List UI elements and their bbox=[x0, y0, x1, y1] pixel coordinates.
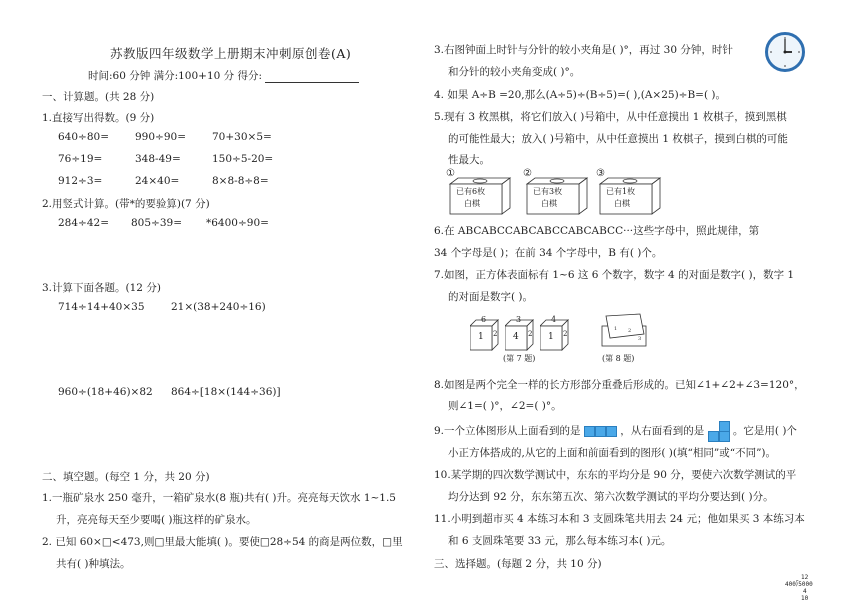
r9-line bbox=[434, 421, 797, 441]
r11-line: 和 6 支圆珠笔要 33 元，那么每本练习本( )元。 bbox=[448, 535, 672, 547]
exam-meta bbox=[88, 68, 359, 83]
division-quotient: 12 bbox=[801, 574, 809, 581]
division-step: 4 bbox=[803, 588, 807, 595]
box-number: ① bbox=[446, 168, 455, 179]
fill-1-line: 升，亮亮每天至少要喝( )瓶这样的矿泉水。 bbox=[56, 514, 257, 526]
clock-icon bbox=[765, 32, 805, 72]
r4-line: 4. 如果 A÷B =20,那么(A÷5)÷(B÷5)=( ),(A×25)÷B=( )。 bbox=[434, 89, 727, 101]
r6-line: 6.在 ABCABCCABCABCCABCABCC···这些字母中，照此规律，第 bbox=[434, 225, 760, 237]
q1-item: 24×40= bbox=[135, 175, 180, 187]
r6-line: 34 个字母是( )；在前 34 个字母中，B 有( )个。 bbox=[434, 247, 663, 259]
cube-figure-3 bbox=[540, 315, 570, 352]
r9-line: 小正方体搭成的,从它的上面和前面看到的图形( )(填“相同”或“不同”)。 bbox=[448, 447, 777, 459]
q1-item: 8×8-8÷8= bbox=[212, 175, 269, 187]
chess-box-2 bbox=[523, 170, 595, 219]
cube-front-number: 1 bbox=[548, 332, 554, 342]
box-label: 已有1枚 bbox=[606, 187, 636, 196]
r10-line: 均分达到 92 分，东东第五次、第六次数学测试的平均分要达到( )分。 bbox=[448, 491, 774, 503]
cube-side-number: 2 bbox=[528, 330, 533, 338]
section-1-title: 一、计算题。(共 28 分) bbox=[42, 91, 155, 103]
r7-line: 的对面是数字( )。 bbox=[448, 291, 534, 303]
fill-1-line: 1.一瓶矿泉水 250 毫升，一箱矿泉水(8 瓶)共有( )升。亮亮每天饮水 1~1.5 bbox=[42, 492, 396, 504]
r5-line: 5.现有 3 枚黑棋，将它们放入( )号箱中，从中任意摸出 1 枚棋子，摸到黑棋 bbox=[434, 111, 787, 123]
r9-text: 9.一个立体图形从上面看到的是 bbox=[434, 425, 581, 437]
fill-2-line: 2. 已知 60×□<473,则□里最大能填( )。要使□28÷54 的商是两位数，□里 bbox=[42, 536, 403, 548]
q3-title: 3.计算下面各题。(12 分) bbox=[42, 282, 161, 294]
r3-line: 3.右图钟面上时针与分针的较小夹角是( )°，再过 30 分钟，时针 bbox=[434, 44, 733, 56]
r3-line: 和分针的较小夹角变成( )°。 bbox=[448, 66, 581, 78]
long-division-figure bbox=[785, 574, 813, 602]
box-number: ③ bbox=[596, 168, 605, 179]
svg-text:2: 2 bbox=[628, 328, 632, 334]
svg-text:3: 3 bbox=[638, 336, 642, 342]
right-view-icon bbox=[708, 421, 730, 441]
box-label: 已有6枚 bbox=[456, 187, 486, 196]
svg-text:1: 1 bbox=[614, 326, 618, 332]
r9-text: 。它是用( )个 bbox=[732, 425, 797, 437]
q1-item: 76÷19= bbox=[58, 153, 103, 165]
q3-item: 960÷(18+46)×82 bbox=[58, 386, 153, 398]
q1-item: 348-49= bbox=[135, 153, 181, 165]
q2-item: 284÷42= bbox=[58, 217, 109, 229]
overlap-rectangles-figure bbox=[600, 312, 652, 350]
cube-side-number: 2 bbox=[563, 330, 568, 338]
r8-line: 则∠1=( )°，∠2=( )°。 bbox=[448, 400, 562, 412]
r8-line: 8.如图是两个完全一样的长方形部分重叠后形成的。已知∠1+∠2+∠3=120°， bbox=[434, 379, 805, 391]
section-3-title: 三、选择题。(每题 2 分，共 10 分) bbox=[434, 558, 602, 570]
cube-top-number: 6 bbox=[481, 315, 487, 324]
r9-text: ，从右面看到的是 bbox=[620, 425, 705, 437]
r5-line: 性最大。 bbox=[448, 154, 490, 166]
cube-front-number: 1 bbox=[478, 332, 484, 342]
cube-side-number: 2 bbox=[493, 330, 498, 338]
q2-item: *6400÷90= bbox=[206, 217, 269, 229]
fill-2-line: 共有( )种填法。 bbox=[56, 558, 131, 570]
r7-line: 7.如图，正方体表面标有 1~6 这 6 个数字，数字 4 的对面是数字( )，数字 1 bbox=[434, 269, 795, 281]
q1-item: 150÷5-20= bbox=[212, 153, 274, 165]
box-label: 已有3枚 bbox=[533, 187, 563, 196]
division-step: 10 bbox=[801, 595, 809, 602]
cube-top-number: 3 bbox=[516, 315, 522, 324]
r10-line: 10.某学期的四次数学测试中，东东的平均分是 90 分，要使六次数学测试的平 bbox=[434, 469, 797, 481]
exam-meta-text: 时间:60 分钟 满分:100+10 分 得分: bbox=[88, 70, 263, 82]
caption-q8: (第 8 题) bbox=[602, 354, 635, 363]
cube-figure-2 bbox=[505, 315, 535, 352]
r11-line: 11.小明到超市买 4 本练习本和 3 支圆珠笔共用去 24 元；他如果买 3 本练习本 bbox=[434, 513, 805, 525]
box-label: 白棋 bbox=[541, 199, 557, 208]
q3-item: 714÷14+40×35 bbox=[58, 301, 145, 313]
caption-q7: (第 7 题) bbox=[503, 354, 536, 363]
section-2-title: 二、填空题。(每空 1 分，共 20 分) bbox=[42, 471, 210, 483]
q1-title: 1.直接写出得数。(9 分) bbox=[42, 112, 155, 124]
q2-item: 805÷39= bbox=[131, 217, 182, 229]
q3-item: 21×(38+240÷16) bbox=[171, 301, 266, 313]
cube-top-number: 4 bbox=[551, 315, 557, 324]
box-label: 白棋 bbox=[614, 199, 630, 208]
q3-item: 864÷[18×(144÷36)] bbox=[171, 386, 281, 398]
box-number: ② bbox=[523, 168, 532, 179]
q1-item: 990÷90= bbox=[135, 131, 186, 143]
box-label: 白棋 bbox=[464, 199, 480, 208]
cube-front-number: 4 bbox=[513, 332, 519, 342]
cube-figure-1 bbox=[470, 315, 500, 352]
q2-title: 2.用竖式计算。(带*的要验算)(7 分) bbox=[42, 198, 210, 210]
q1-item: 640÷80= bbox=[58, 131, 109, 143]
score-blank[interactable] bbox=[265, 72, 359, 83]
q1-item: 70+30×5= bbox=[212, 131, 272, 143]
r5-line: 的可能性最大；放入( )号箱中，从中任意摸出 1 枚棋子，摸到白棋的可能 bbox=[448, 133, 788, 145]
q1-item: 912÷3= bbox=[58, 175, 103, 187]
top-view-icon bbox=[584, 425, 617, 437]
chess-box-1 bbox=[446, 170, 518, 219]
division-expression: 400⟌5000 bbox=[785, 581, 813, 588]
page-title: 苏教版四年级数学上册期末冲刺原创卷(A) bbox=[110, 46, 352, 61]
chess-box-3 bbox=[596, 170, 668, 219]
